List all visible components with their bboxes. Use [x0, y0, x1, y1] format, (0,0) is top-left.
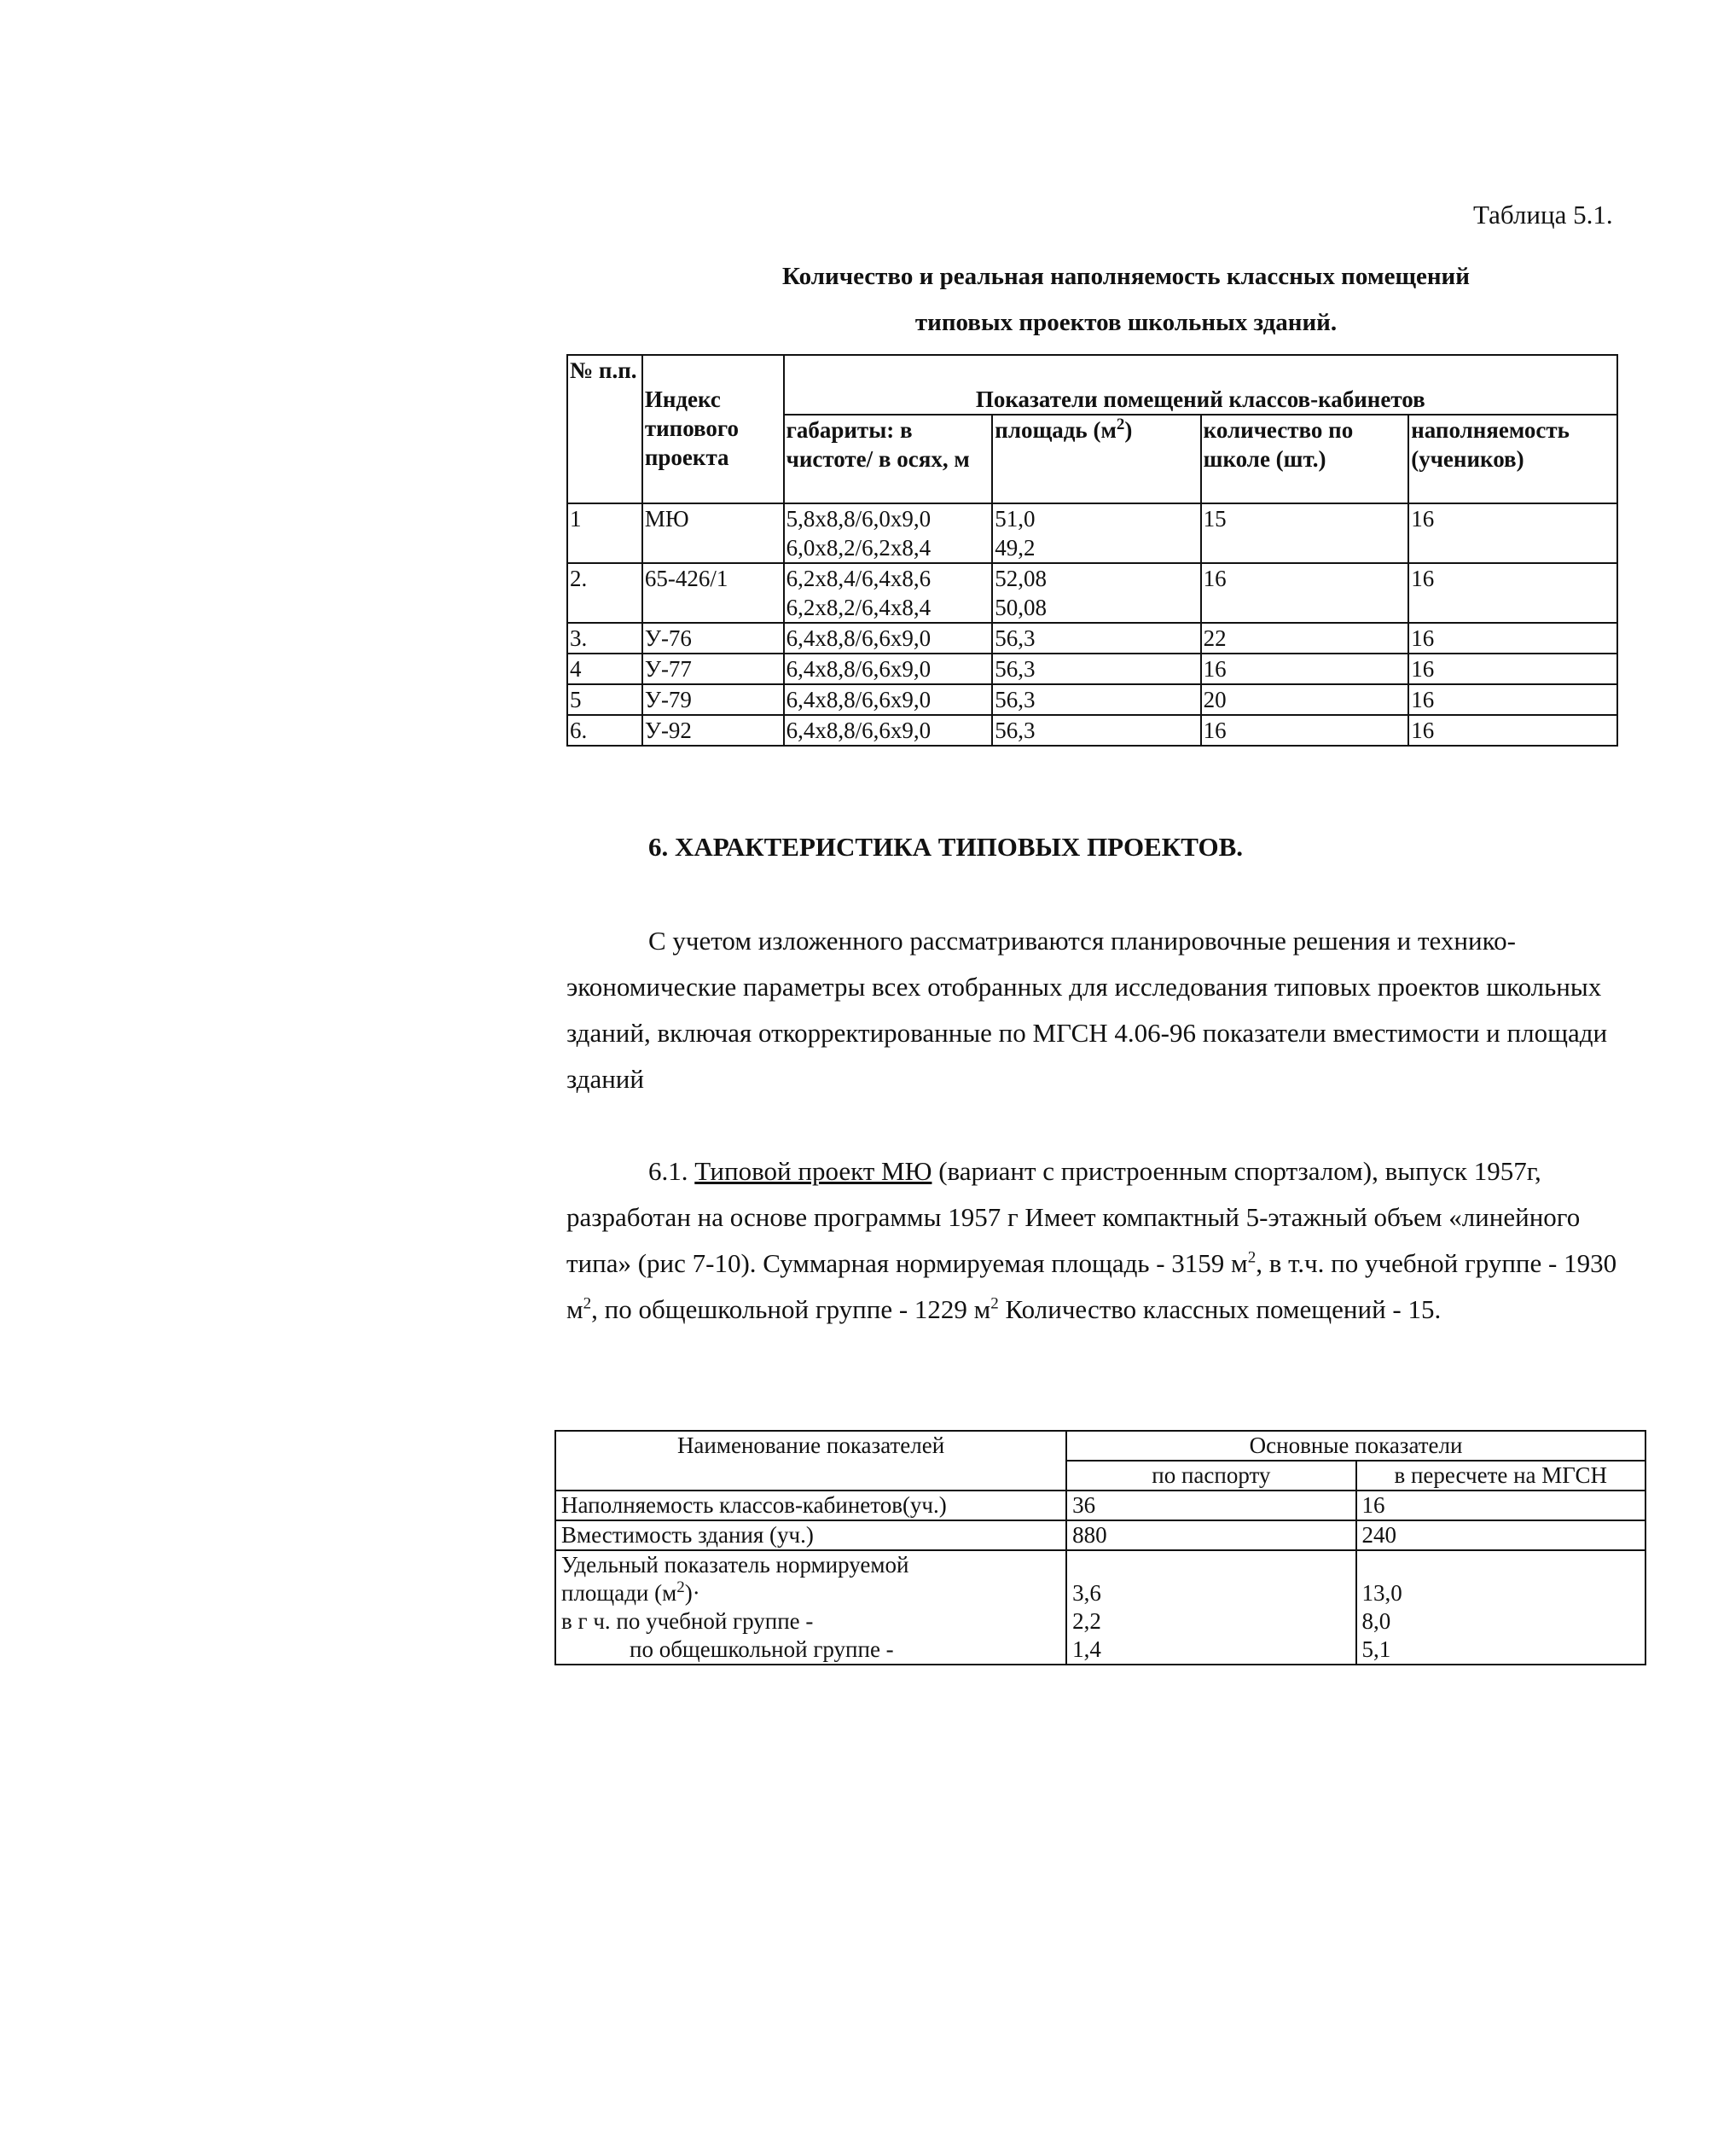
table-row-specific-area: Удельный показатель нормируемой площади $(м^2)\cdot$ в г ч. по учебной группе - по общешкольной группе - 3,6 2,2 1,4 13,0 8,0 5,1: [555, 1550, 1645, 1665]
header-count: количество по школе (шт.): [1201, 415, 1409, 503]
cell-count: 20: [1201, 684, 1409, 715]
cell-index: МЮ: [642, 503, 784, 563]
table-row: [567, 715, 1617, 746]
table-row: [567, 654, 1617, 684]
header-area: площадь $(м^2)$: [992, 415, 1200, 503]
cell-dims: 6,4x8,8/6,6x9,0: [784, 623, 993, 654]
cell-fill: 16: [1408, 654, 1617, 684]
paragraph-number: 6.1.: [648, 1156, 688, 1186]
header-by-mgsn: в пересчете на МГСН: [1356, 1461, 1645, 1491]
paragraph-intro-text: С учетом изложенного рассматриваются планировочные решения и технико-экономические параметры всех отобранных для исследования типовых проектов школьных зданий, включая откорректированные по МГСН 4.06-96 показатели вместимости и площади зданий: [566, 926, 1608, 1094]
indicators-table: [554, 1430, 1646, 1665]
cell-index: У-77: [642, 654, 784, 684]
header-room-indicators: Показатели помещений классов-кабинетов: [784, 355, 1617, 415]
table-caption-line-1: Количество и реальная наполняемость классных помещений: [782, 263, 1470, 290]
cell-fill: 16: [1408, 563, 1617, 623]
paragraph-intro: [566, 918, 1624, 1102]
cell-dims: 6,4x8,8/6,6x9,0: [784, 715, 993, 746]
cell-dims: 5,8x8,8/6,0x9,0 6,0x8,2/6,2x8,4: [784, 503, 993, 563]
paragraph-project-mu: 6.1. Типовой проект МЮ (вариант с пристроенным спортзалом), выпуск 1957г, разработан на основе программы 1957 г Имеет компактный 5-этажный объем «линейного типа» (рис 7-10). Суммарная нормируемая площадь - 3159 $м^2$, в т.ч. по учебной группе - 1930 $м^2$, по общешкольной группе - 1229 $м^2$ Количество классных помещений - 15.: [566, 1156, 1617, 1324]
header-occupancy: наполняемость (учеников): [1408, 415, 1617, 503]
paragraph-text-1: (вариант с пристроенным спортзалом), выпуск 1957г, разработан на основе программы 1957 г Имеет компактный 5-этажный объем «линейного типа» (рис 7-10). Суммарная нормируемая площадь - 3159 м: [566, 1156, 1581, 1278]
project-mu-link[interactable]: Типовой проект МЮ: [694, 1156, 932, 1186]
cell-area: 52,08 50,08: [992, 563, 1200, 623]
table-row: [567, 503, 1617, 563]
cell-fill: 16: [1408, 623, 1617, 654]
table-caption-line-2: типовых проектов школьных зданий.: [914, 309, 1338, 336]
classrooms-table: [566, 354, 1618, 747]
cell-no: 6.: [567, 715, 642, 746]
header-by-passport: по паспорту: [1066, 1461, 1355, 1491]
cell-no: 3.: [567, 623, 642, 654]
header-project-index: Индекс типового проекта: [642, 355, 784, 503]
cell-area: 56,3: [992, 715, 1200, 746]
cell-area: 56,3: [992, 654, 1200, 684]
cell-count: 22: [1201, 623, 1409, 654]
cell-no: 2.: [567, 563, 642, 623]
header-number: № п.п.: [567, 355, 642, 503]
cell-index: У-92: [642, 715, 784, 746]
paragraph-text-3: , по общешкольной группе - 1229 м: [591, 1294, 991, 1324]
table-row: Вместимость здания (уч.) 880 240: [555, 1520, 1645, 1550]
cell-no: 5: [567, 684, 642, 715]
table-row: [567, 684, 1617, 715]
cell-area: 56,3: [992, 623, 1200, 654]
table-number-label: Таблица 5.1.: [1473, 200, 1613, 230]
cell-area: 51,0 49,2: [992, 503, 1200, 563]
paragraph-text-2: , в т.ч. по учебной группе - 1930 м: [566, 1248, 1617, 1324]
cell-index: У-79: [642, 684, 784, 715]
cell-count: 16: [1201, 715, 1409, 746]
paragraph-text-4: Количество классных помещений - 15.: [998, 1294, 1442, 1324]
cell-dims: 6,4x8,8/6,6x9,0: [784, 684, 993, 715]
cell-no: 4: [567, 654, 642, 684]
header-main-indicators: Основные показатели: [1066, 1431, 1645, 1461]
cell-dims: 6,4x8,8/6,6x9,0: [784, 654, 993, 684]
cell-index: 65-426/1: [642, 563, 784, 623]
table-row: [567, 563, 1617, 623]
cell-no: 1: [567, 503, 642, 563]
cell-area: 56,3: [992, 684, 1200, 715]
cell-fill: 16: [1408, 684, 1617, 715]
cell-fill: 16: [1408, 715, 1617, 746]
table-row: Наполняемость классов-кабинетов(уч.) 36 16: [555, 1491, 1645, 1520]
cell-fill: 16: [1408, 503, 1617, 563]
header-dimensions: габариты: в чистоте/ в осях, м: [784, 415, 993, 503]
section-title: 6. ХАРАКТЕРИСТИКА ТИПОВЫХ ПРОЕКТОВ.: [648, 832, 1244, 862]
header-indicator-name: Наименование показателей: [555, 1431, 1066, 1491]
cell-count: 16: [1201, 563, 1409, 623]
table-row: [567, 623, 1617, 654]
cell-index: У-76: [642, 623, 784, 654]
cell-count: 16: [1201, 654, 1409, 684]
cell-dims: 6,2x8,4/6,4x8,6 6,2x8,2/6,4x8,4: [784, 563, 993, 623]
cell-count: 15: [1201, 503, 1409, 563]
